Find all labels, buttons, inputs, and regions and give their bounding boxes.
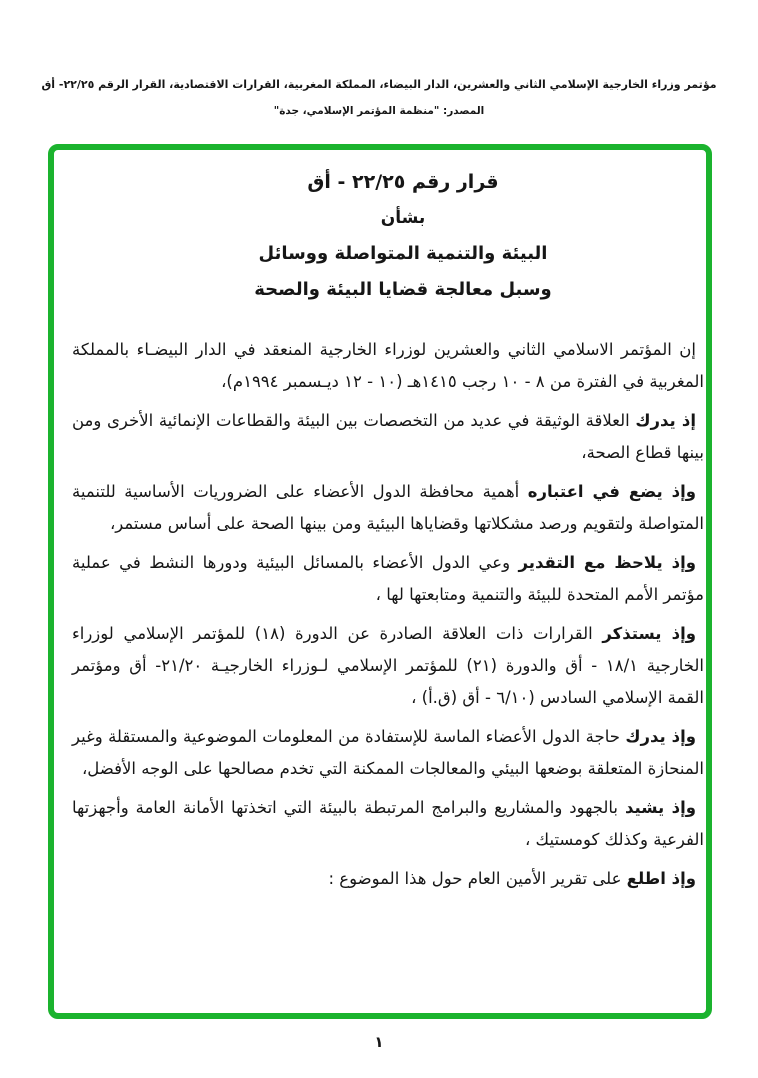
paragraph-text: إن المؤتمر الاسلامي الثاني والعشرين لوزراء الخارجية المنعقد في الدار البيضـاء بالمملكة المغربية في الفترة من ٨ - ١٠ رجب ١٤١٥هـ (١٠ - ١٢ ديـسمبر ١٩٩٤م)،: [72, 340, 704, 391]
paragraph-text: بالجهود والمشاريع والبرامج المرتبطة بالبيئة التي اتخذتها الأمانة العامة وأجهزتها الفرعية وكذلك كومستيك ،: [72, 798, 704, 849]
title-subject-line-2: وسبل معالجة قضايا البيئة والصحة: [254, 279, 552, 300]
paragraph-text: أهمية محافظة الدول الأعضاء على الضروريات الأساسية للتنمية المتواصلة ولتقويم ورصد مشكلاتها وقضاياها البيئية ومن بينها الصحة على أساس مستمر،: [72, 482, 704, 533]
paragraph-lead: وإذ يلاحظ مع التقدير: [518, 553, 696, 572]
paragraph-lead: وإذ يدرك: [625, 727, 696, 746]
title-concerning: بشأن: [380, 208, 426, 228]
page-number: ١: [374, 1033, 384, 1051]
paragraph-aware: [72, 721, 704, 785]
paragraph-recalling: [72, 618, 704, 714]
document-header: [0, 72, 758, 124]
paragraph-preamble: [72, 334, 704, 398]
paragraph-lead: وإذ اطلع: [626, 869, 696, 888]
paragraph-text: القرارات ذات العلاقة الصادرة عن الدورة (١٨) للمؤتمر الإسلامي لوزراء الخارجية ١٨/١ - أق والدورة (٢١) للمؤتمر الإسلامي لـوزراء الخارجيـة ٢١/٢٠- أق ومؤتمر القمة الإسلامي السادس (٦/١٠ - أق (ق.أ) ،: [72, 624, 704, 707]
paragraph-text: وعي الدول الأعضاء بالمسائل البيئية ودورها النشط في عملية مؤتمر الأمم المتحدة للبيئة والتنمية ومتابعتها لها ،: [72, 553, 704, 604]
document-title: [72, 164, 704, 308]
paragraph-having-reviewed: [72, 863, 704, 895]
paragraph-noting-with-appreciation: [72, 547, 704, 611]
paragraph-commending: [72, 792, 704, 856]
paragraph-lead: إذ يدرك: [635, 411, 696, 430]
header-source-line-1: مؤتمر وزراء الخارجية الإسلامي الثاني والعشرين، الدار البيضاء، المملكة المغربية، القرارات الاقتصادية، القرار الرقم ٢٢/٢٥- أق: [41, 78, 717, 91]
title-resolution-number: قرار رقم ٢٢/٢٥ - أق: [307, 171, 499, 193]
paragraph-text: العلاقة الوثيقة في عديد من التخصصات بين البيئة والقطاعات الإنمائية الأخرى ومن بينها قطاع الصحة،: [72, 411, 704, 462]
paragraph-lead: وإذ يضع في اعتباره: [527, 482, 696, 501]
paragraph-text: حاجة الدول الأعضاء الماسة للإستفادة من المعلومات الموضوعية والمستقلة وغير المنحازة المتعلقة بوضعها البيئي والمعالجات الممكنة التي تخدم مصالحها على الوجه الأفضل،: [72, 727, 704, 778]
document-body: [72, 334, 704, 895]
paragraph-recognizing: [72, 405, 704, 469]
document-content: [48, 144, 712, 1019]
paragraph-bearing-in-mind: [72, 476, 704, 540]
paragraph-text: على تقرير الأمين العام حول هذا الموضوع :: [328, 869, 622, 888]
paragraph-lead: وإذ يستذكر: [602, 624, 696, 643]
title-subject-line-1: البيئة والتنمية المتواصلة ووسائل: [258, 243, 548, 264]
paragraph-lead: وإذ يشيد: [624, 798, 696, 817]
header-source-line-2: المصدر: "منظمة المؤتمر الإسلامي، جدة": [273, 105, 485, 117]
